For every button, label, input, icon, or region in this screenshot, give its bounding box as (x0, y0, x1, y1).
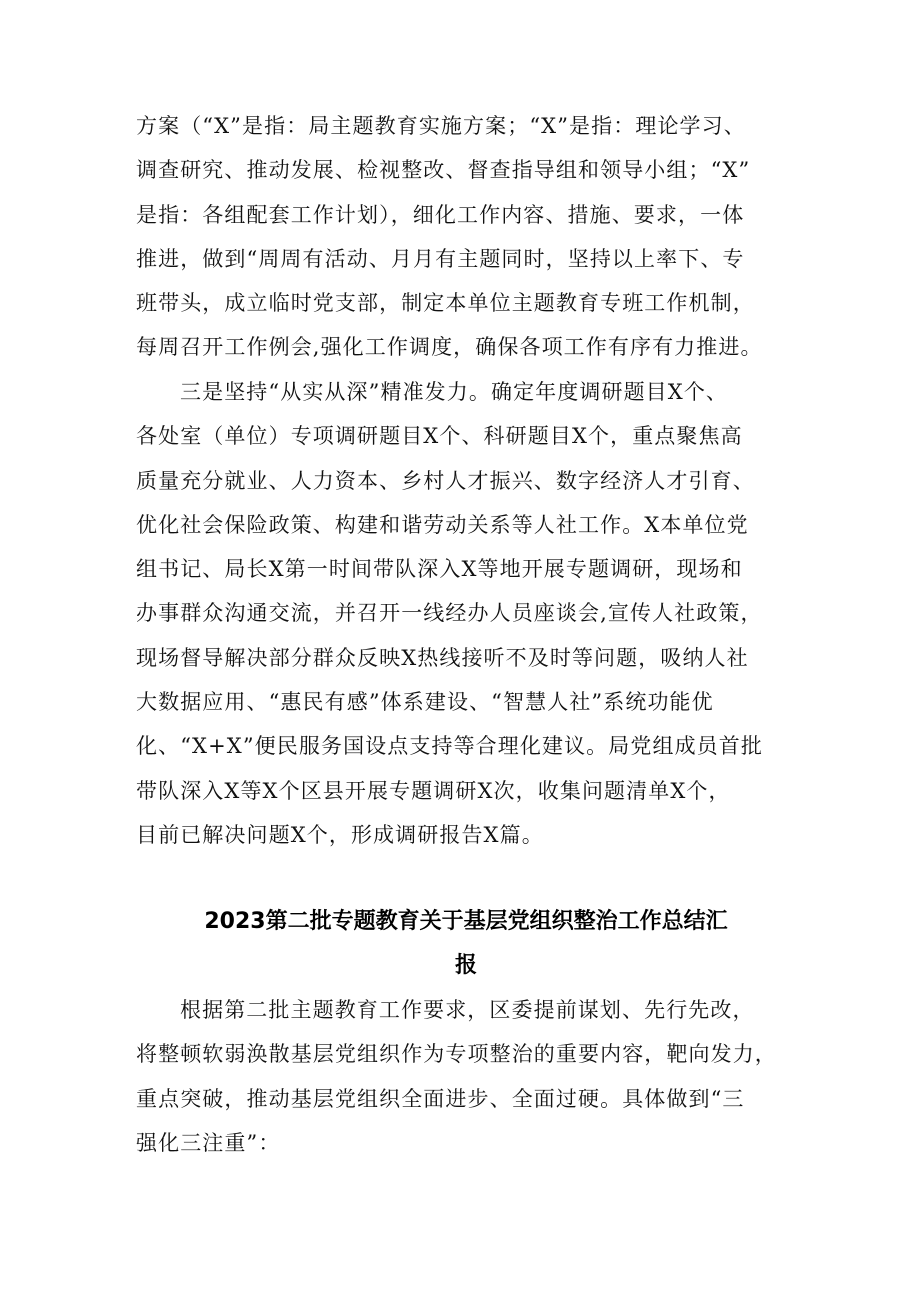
text-line: 将整顿软弱涣散基层党组织作为专项整治的重要内容，靶向发力， (136, 1042, 777, 1067)
text-line: 组书记、局长X第一时间带队深入X等地开展专题调研，现场和 (136, 557, 743, 582)
text-line: 目前已解决问题X个，形成调研报告X篇。 (136, 822, 544, 847)
text-line: 是指：各组配套工作计划），细化工作内容、措施、要求，一体 (136, 202, 745, 227)
document-title (136, 900, 796, 988)
text-line: 三是坚持“从实从深”精准发力。确定年度调研题目X个、 (180, 380, 729, 404)
paragraph-plan-continuation (136, 104, 796, 370)
text-line: 化、“X+X”便民服务国设点支持等合理化建议。局党组成员首批 (136, 734, 763, 759)
text-line: 大数据应用、“惠民有感”体系建设、“智慧人社”系统功能优 (136, 690, 714, 715)
text-line: 优化社会保险政策、构建和谐劳动关系等人社工作。X本单位党 (136, 512, 749, 537)
text-line: 质量充分就业、人力资本、乡村人才振兴、数字经济人才引育、 (136, 468, 755, 493)
text-line: 重点突破，推动基层党组织全面进步、全面过硬。具体做到“三 (136, 1086, 745, 1111)
text-line: 根据第二批主题教育工作要求，区委提前谋划、先行先改， (180, 998, 755, 1022)
title-line-2: 报 (454, 953, 477, 978)
text-line: 方案（“X”是指：局主题教育实施方案；“X”是指：理论学习、 (136, 114, 746, 138)
text-line: 每周召开工作例会,强化工作调度，确保各项工作有序有力推进。 (136, 335, 763, 360)
text-line: 现场督导解决部分群众反映X热线接听不及时等问题，吸纳人社 (136, 645, 749, 670)
text-line: 班带头，成立临时党支部，制定本单位主题教育专班工作机制， (136, 291, 755, 316)
title-line-1: 2023第二批专题教育关于基层党组织整治工作总结汇 (204, 909, 728, 934)
paragraph-intro (136, 988, 796, 1165)
paragraph-third-point (136, 370, 796, 857)
text-line: 调查研究、推动发展、检视整改、督查指导组和领导小组；“X” (136, 158, 751, 183)
text-line: 带队深入X等X个区县开展专題调研X次，收集问题清单X个， (136, 778, 731, 803)
text-line: 各处室（单位）专项调研题目X个、科研题目X个，重点聚焦高 (136, 424, 743, 449)
text-line: 办事群众沟通交流，并召开一线经办人员座谈会,宣传人社政策， (136, 601, 763, 626)
text-line: 强化三注重”： (136, 1130, 281, 1155)
text-line: 推进，做到“周周有活动、月月有主题同时，坚持以上率下、专 (136, 246, 745, 271)
